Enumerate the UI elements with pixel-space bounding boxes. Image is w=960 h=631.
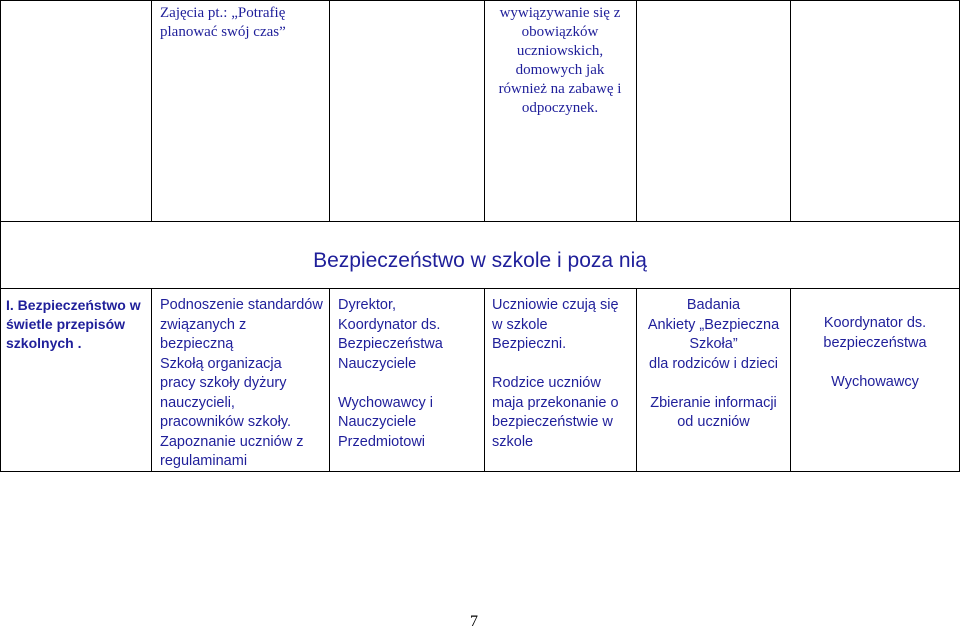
grid-line-v0-top [0,0,1,221]
grid-line-v5-bottom [790,288,791,471]
row-outcomes-cell: Uczniowie czują się w szkole Bezpieczni. Rodzice uczniów maja przekonanie o bezpieczeństwie w szkole [492,297,619,450]
grid-line-banner-bottom [0,288,960,289]
top-row-activity-cell: Zajęcia pt.: „Potrafię planować swój czas” [160,5,286,40]
grid-line-v4-bottom [636,288,637,471]
grid-line-v3-top [484,0,485,221]
top-row-goal-cell: wywiązywanie się z obowiązków uczniowskich, domowych jak również na zabawę i odpoczynek. [498,5,622,116]
row-tasks-cell: Podnoszenie standardów związanych z bezpieczną Szkołą organizacja pracy szkoły dyżury nauczycieli, pracowników szkoły. Zapoznanie uczniów z regulaminami [160,297,323,469]
section-title: Bezpieczeństwo w szkole i poza nią [313,249,647,272]
row-evaluation-cell: Badania Ankiety „Bezpieczna Szkoła” dla rodziców i dzieci Zbieranie informacji od uczniów [647,297,780,430]
row-coordinator-cell: Koordynator ds. bezpieczeństwa Wychowawcy [823,315,927,390]
page-number: 7 [470,613,478,630]
grid-line-top-row-bottom [0,221,960,222]
grid-line-v5-top [790,0,791,221]
grid-line-v3-bottom [484,288,485,471]
grid-line-v1-top [151,0,152,221]
row-responsible-cell: Dyrektor, Koordynator ds. Bezpieczeństwa Nauczyciele Wychowawcy i Nauczyciele Przedmiotowi [338,297,443,450]
grid-line-v2-bottom [329,288,330,471]
row-area-cell: I. Bezpieczeństwo w świetle przepisów szkolnych . [6,297,141,351]
grid-line-v0-bottom [0,288,1,471]
grid-line-v1-bottom [151,288,152,471]
grid-line-v4-top [636,0,637,221]
grid-line-v2-top [329,0,330,221]
grid-line-top [0,0,960,1]
grid-line-bottom [0,471,960,472]
